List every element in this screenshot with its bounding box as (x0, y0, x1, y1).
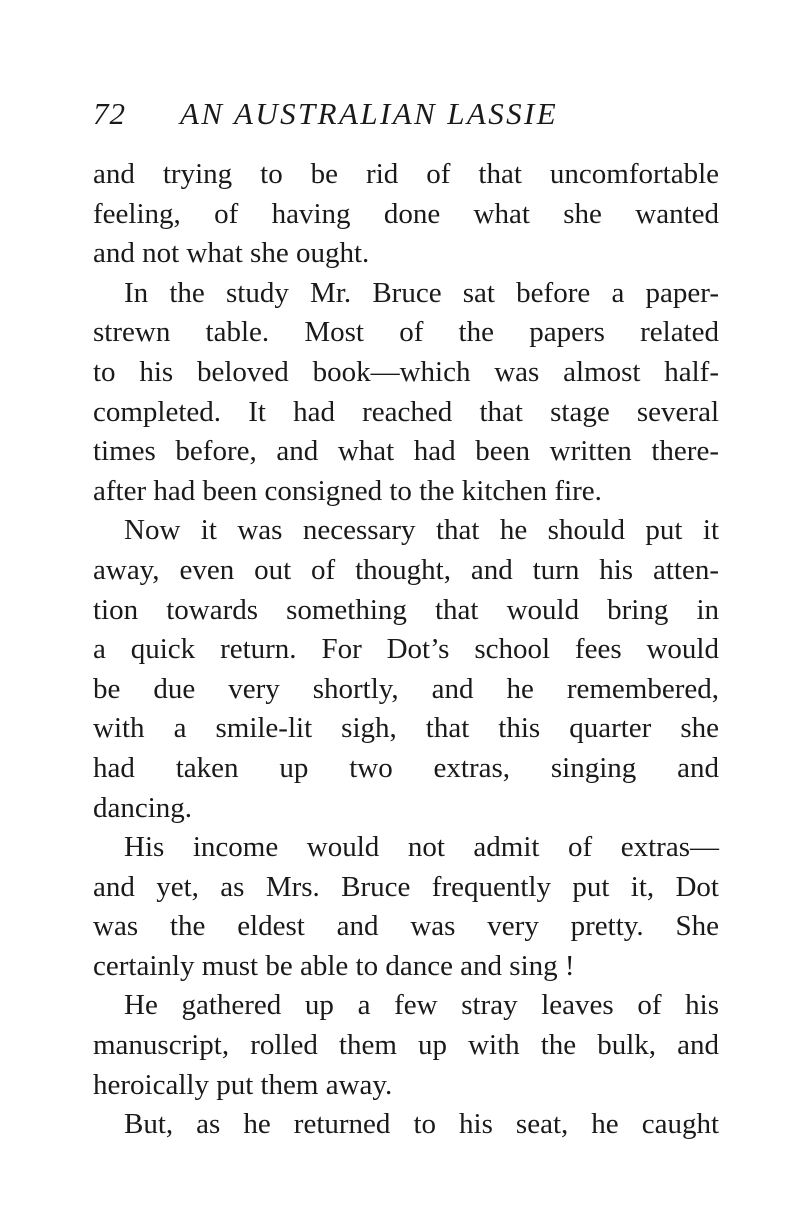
text-line: and not what she ought. (93, 237, 370, 270)
text-line: In the study Mr. Bruce sat before a paper- (124, 276, 719, 309)
text-line: with a smile-lit sigh, that this quarter she (93, 712, 719, 745)
text-line: times before, and what had been written there- (93, 435, 719, 468)
text-line: away, even out of thought, and turn his atten- (93, 553, 719, 586)
text-line: dancing. (93, 791, 193, 824)
text-line: His income would not admit of extras— (124, 831, 719, 864)
body-text (93, 155, 719, 1145)
text-line: had taken up two extras, singing and (93, 751, 719, 784)
running-title: AN AUSTRALIAN LASSIE (180, 96, 559, 131)
text-line: be due very shortly, and he remembered, (93, 672, 719, 705)
text-line: completed. It had reached that stage several (93, 395, 719, 428)
text-line: Now it was necessary that he should put it (124, 514, 719, 547)
page-number: 72 (93, 96, 126, 131)
text-line: a quick return. For Dot’s school fees would (93, 633, 719, 666)
text-line: He gathered up a few stray leaves of his (124, 989, 719, 1022)
text-line: feeling, of having done what she wanted (93, 197, 719, 230)
text-line: and yet, as Mrs. Bruce frequently put it, Dot (93, 870, 719, 903)
text-line: strewn table. Most of the papers related (93, 316, 719, 349)
text-line: and trying to be rid of that uncomfortable (93, 158, 719, 190)
text-line: heroically put them away. (93, 1068, 393, 1101)
text-line: tion towards something that would bring in (93, 593, 719, 626)
text-line: to his beloved book—which was almost half- (93, 355, 719, 388)
text-line: was the eldest and was very pretty. She (93, 910, 719, 943)
text-line: after had been consigned to the kitchen fire. (93, 474, 602, 507)
text-line: certainly must be able to dance and sing ! (93, 949, 575, 982)
text-line: But, as he returned to his seat, he caught (124, 1108, 719, 1141)
running-header (93, 96, 723, 136)
text-line: manuscript, rolled them up with the bulk, and (93, 1029, 719, 1062)
